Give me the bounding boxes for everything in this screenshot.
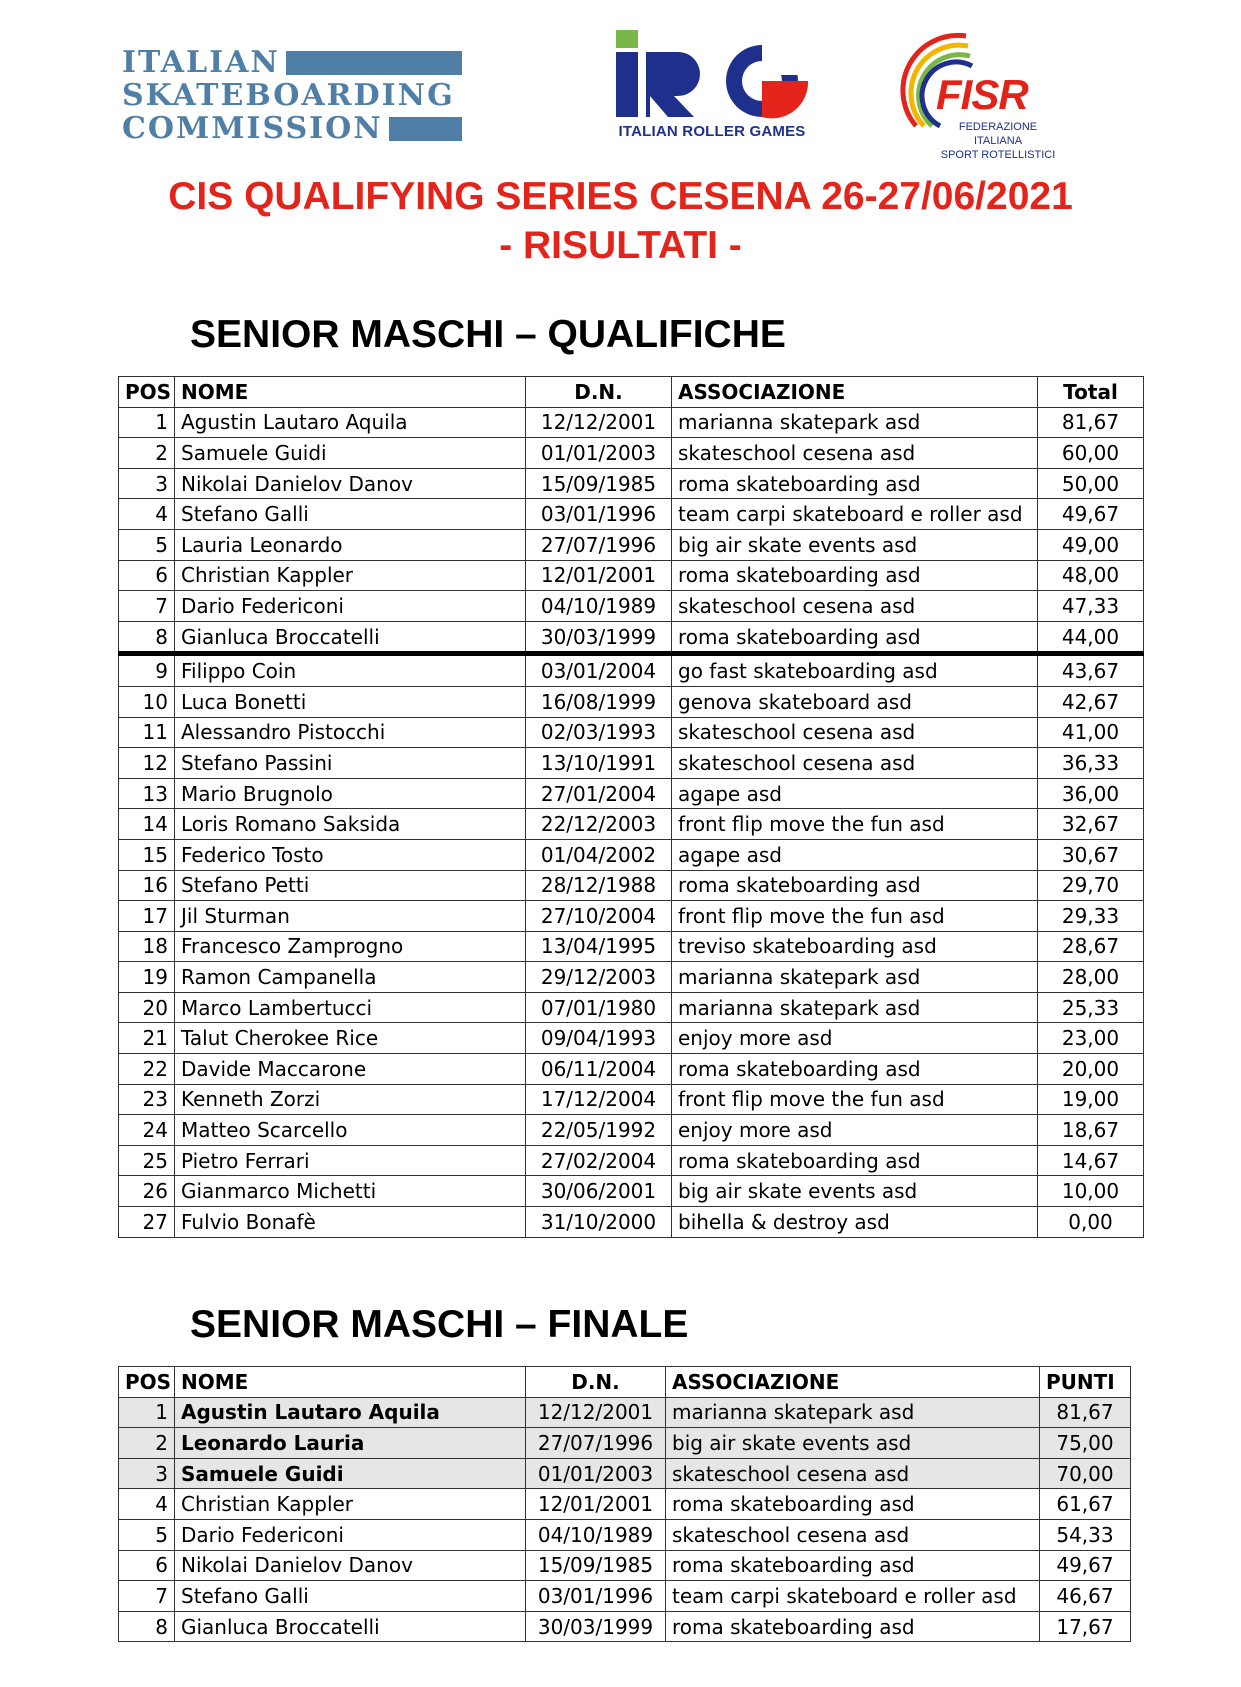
cell-associazione: front flip move the fun asd [672,1084,1038,1115]
table-row [119,560,1144,591]
table-row [119,591,1144,622]
table-row [119,1084,1144,1115]
table-row [119,901,1144,932]
table-row [119,468,1144,499]
cell-nome: Mario Brugnolo [175,778,526,809]
cell-dn: 15/09/1985 [526,1550,666,1581]
cell-dn: 01/01/2003 [526,438,672,469]
cell-score: 49,00 [1038,529,1144,560]
cell-dn: 16/08/1999 [526,686,672,717]
cell-associazione: marianna skatepark asd [672,992,1038,1023]
cell-pos: 3 [119,468,175,499]
table-row [119,1145,1144,1176]
cell-nome: Kenneth Zorzi [175,1084,526,1115]
cell-associazione: agape asd [672,839,1038,870]
cell-score: 54,33 [1040,1519,1131,1550]
table-row [119,1207,1144,1238]
table-row [119,1611,1131,1642]
cell-associazione: enjoy more asd [672,1023,1038,1054]
cell-pos: 21 [119,1023,175,1054]
cell-score: 36,33 [1038,748,1144,779]
isc-logo-word: SKATEBOARDING [122,78,455,113]
cell-associazione: front flip move the fun asd [672,901,1038,932]
cell-nome: Luca Bonetti [175,686,526,717]
cell-dn: 12/01/2001 [526,1489,666,1520]
cell-pos: 5 [119,529,175,560]
qualifiche-table [118,376,1144,1238]
table-row [119,529,1144,560]
cell-score: 70,00 [1040,1458,1131,1489]
cell-pos: 1 [119,1397,175,1428]
irg-logo-mark [612,26,812,121]
cell-score: 44,00 [1038,621,1144,654]
cell-score: 47,33 [1038,591,1144,622]
cell-score: 20,00 [1038,1054,1144,1085]
cell-pos: 7 [119,591,175,622]
page-title: CIS QUALIFYING SERIES CESENA 26-27/06/2021 [168,175,1073,218]
cell-nome: Alessandro Pistocchi [175,717,526,748]
cell-pos: 2 [119,1428,175,1459]
table-row [119,1054,1144,1085]
cell-pos: 27 [119,1207,175,1238]
cell-pos: 23 [119,1084,175,1115]
isc-logo-word: COMMISSION [122,111,383,146]
table-row [119,992,1144,1023]
table-row [119,748,1144,779]
cell-score: 81,67 [1038,407,1144,438]
cell-nome: Federico Tosto [175,839,526,870]
table-row [119,809,1144,840]
cell-nome: Fulvio Bonafè [175,1207,526,1238]
cell-associazione: roma skateboarding asd [666,1611,1040,1642]
cell-associazione: big air skate events asd [672,1176,1038,1207]
cell-pos: 4 [119,499,175,530]
cell-pos: 24 [119,1115,175,1146]
irg-letter-i [616,52,638,117]
cell-associazione: genova skateboard asd [672,686,1038,717]
table-row [119,621,1144,654]
cell-dn: 29/12/2003 [526,962,672,993]
cell-associazione: skateschool cesena asd [672,438,1038,469]
cell-score: 28,00 [1038,962,1144,993]
cell-pos: 1 [119,407,175,438]
cell-associazione: skateschool cesena asd [666,1458,1040,1489]
cell-pos: 3 [119,1458,175,1489]
cell-nome: Leonardo Lauria [175,1428,526,1459]
column-header-dn: D.N. [526,1367,666,1398]
cell-nome: Nikolai Danielov Danov [175,1550,526,1581]
cell-associazione: marianna skatepark asd [672,407,1038,438]
cell-dn: 22/05/1992 [526,1115,672,1146]
cell-pos: 5 [119,1519,175,1550]
cell-associazione: roma skateboarding asd [672,621,1038,654]
finale-heading: SENIOR MASCHI – FINALE [190,1303,689,1346]
cell-nome: Marco Lambertucci [175,992,526,1023]
cell-dn: 15/09/1985 [526,468,672,499]
cell-associazione: big air skate events asd [666,1428,1040,1459]
column-header-pos: POS [119,377,175,408]
cell-nome: Lauria Leonardo [175,529,526,560]
cell-dn: 09/04/1993 [526,1023,672,1054]
cell-pos: 10 [119,686,175,717]
column-header-total: Total [1038,377,1144,408]
table-row [119,1023,1144,1054]
irg-green-block [616,30,638,48]
cell-nome: Francesco Zamprogno [175,931,526,962]
table-row [119,931,1144,962]
fisr-logo-subtitle-line: FEDERAZIONE ITALIANA [958,121,1038,147]
cell-dn: 01/04/2002 [526,839,672,870]
cell-nome: Dario Federiconi [175,591,526,622]
table-row [119,1428,1131,1459]
cell-dn: 07/01/1980 [526,992,672,1023]
cell-associazione: skateschool cesena asd [672,591,1038,622]
fisr-logo-subtitle [938,120,1058,162]
cell-dn: 12/12/2001 [526,407,672,438]
cell-pos: 16 [119,870,175,901]
cell-nome: Dario Federiconi [175,1519,526,1550]
cell-nome: Nikolai Danielov Danov [175,468,526,499]
cell-dn: 02/03/1993 [526,717,672,748]
cell-score: 60,00 [1038,438,1144,469]
cell-associazione: roma skateboarding asd [672,1054,1038,1085]
cell-pos: 11 [119,717,175,748]
cell-pos: 8 [119,1611,175,1642]
cell-nome: Davide Maccarone [175,1054,526,1085]
table-row [119,1115,1144,1146]
cell-pos: 6 [119,1550,175,1581]
table-row [119,499,1144,530]
table-row [119,407,1144,438]
qualifiche-table-body [119,407,1144,1237]
qualifiche-heading: SENIOR MASCHI – QUALIFICHE [190,313,786,356]
cell-score: 32,67 [1038,809,1144,840]
cell-pos: 4 [119,1489,175,1520]
cell-nome: Filippo Coin [175,654,526,687]
cell-dn: 17/12/2004 [526,1084,672,1115]
finale-table [118,1366,1131,1642]
irg-logo-caption: ITALIAN ROLLER GAMES [618,123,806,140]
cell-associazione: roma skateboarding asd [672,1145,1038,1176]
isc-logo-line-2 [122,79,462,112]
cell-associazione: roma skateboarding asd [672,560,1038,591]
cell-nome: Stefano Galli [175,1581,526,1612]
cell-pos: 15 [119,839,175,870]
cell-pos: 13 [119,778,175,809]
cell-nome: Matteo Scarcello [175,1115,526,1146]
cell-nome: Agustin Lautaro Aquila [175,407,526,438]
cell-nome: Samuele Guidi [175,1458,526,1489]
table-row [119,1489,1131,1520]
cell-score: 30,67 [1038,839,1144,870]
cell-dn: 31/10/2000 [526,1207,672,1238]
irg-red-wedge [762,81,808,118]
cell-dn: 04/10/1989 [526,1519,666,1550]
cell-pos: 7 [119,1581,175,1612]
cell-score: 61,67 [1040,1489,1131,1520]
cell-pos: 14 [119,809,175,840]
isc-logo-line-3 [122,112,462,145]
column-header-associazione: ASSOCIAZIONE [666,1367,1040,1398]
table-row [119,654,1144,687]
cell-score: 29,33 [1038,901,1144,932]
column-header-nome: NOME [175,1367,526,1398]
cell-nome: Stefano Passini [175,748,526,779]
column-header-pos: POS [119,1367,175,1398]
cell-score: 42,67 [1038,686,1144,717]
cell-nome: Agustin Lautaro Aquila [175,1397,526,1428]
cell-associazione: treviso skateboarding asd [672,931,1038,962]
cell-associazione: marianna skatepark asd [672,962,1038,993]
table-row [119,1397,1131,1428]
cell-associazione: skateschool cesena asd [672,717,1038,748]
cell-score: 23,00 [1038,1023,1144,1054]
cell-score: 29,70 [1038,870,1144,901]
cell-score: 36,00 [1038,778,1144,809]
cell-associazione: team carpi skateboard e roller asd [666,1581,1040,1612]
cell-dn: 27/07/1996 [526,1428,666,1459]
cell-associazione: agape asd [672,778,1038,809]
cell-nome: Stefano Galli [175,499,526,530]
table-row [119,778,1144,809]
table-header-row [119,1367,1131,1398]
cell-pos: 18 [119,931,175,962]
cell-associazione: bihella & destroy asd [672,1207,1038,1238]
isc-logo-word: ITALIAN [122,45,280,80]
cell-dn: 03/01/1996 [526,499,672,530]
cell-associazione: roma skateboarding asd [666,1550,1040,1581]
cell-score: 41,00 [1038,717,1144,748]
cell-dn: 27/02/2004 [526,1145,672,1176]
cell-pos: 19 [119,962,175,993]
isc-logo [122,46,462,146]
cell-associazione: skateschool cesena asd [672,748,1038,779]
cell-nome: Jil Sturman [175,901,526,932]
cell-nome: Gianluca Broccatelli [175,1611,526,1642]
cell-score: 50,00 [1038,468,1144,499]
cell-score: 28,67 [1038,931,1144,962]
cell-score: 81,67 [1040,1397,1131,1428]
cell-associazione: go fast skateboarding asd [672,654,1038,687]
cell-nome: Pietro Ferrari [175,1145,526,1176]
cell-associazione: roma skateboarding asd [672,870,1038,901]
irg-letter-r [646,52,700,117]
cell-score: 17,67 [1040,1611,1131,1642]
cell-score: 46,67 [1040,1581,1131,1612]
irg-logo [612,26,812,146]
cell-dn: 30/03/1999 [526,621,672,654]
cell-pos: 8 [119,621,175,654]
cell-score: 18,67 [1038,1115,1144,1146]
cell-dn: 27/01/2004 [526,778,672,809]
cell-dn: 12/12/2001 [526,1397,666,1428]
cell-nome: Christian Kappler [175,560,526,591]
cell-score: 43,67 [1038,654,1144,687]
table-row [119,962,1144,993]
table-row [119,438,1144,469]
fisr-logo-subtitle-line: SPORT ROTELLISTICI [940,149,1056,161]
cell-pos: 6 [119,560,175,591]
cell-pos: 2 [119,438,175,469]
cell-dn: 06/11/2004 [526,1054,672,1085]
table-row [119,717,1144,748]
cell-associazione: roma skateboarding asd [666,1489,1040,1520]
cell-score: 75,00 [1040,1428,1131,1459]
cell-dn: 01/01/2003 [526,1458,666,1489]
cell-nome: Christian Kappler [175,1489,526,1520]
table-row [119,1519,1131,1550]
table-row [119,1458,1131,1489]
cell-nome: Stefano Petti [175,870,526,901]
isc-logo-line-1 [122,46,462,79]
cell-dn: 30/06/2001 [526,1176,672,1207]
cell-dn: 03/01/2004 [526,654,672,687]
cell-pos: 20 [119,992,175,1023]
page-subtitle: - RISULTATI - [499,224,742,267]
cell-dn: 04/10/1989 [526,591,672,622]
table-row [119,870,1144,901]
table-header-row [119,377,1144,408]
cell-dn: 13/04/1995 [526,931,672,962]
cell-dn: 28/12/1988 [526,870,672,901]
cell-nome: Loris Romano Saksida [175,809,526,840]
cell-associazione: enjoy more asd [672,1115,1038,1146]
cell-pos: 17 [119,901,175,932]
cell-dn: 22/12/2003 [526,809,672,840]
cell-score: 49,67 [1038,499,1144,530]
column-header-dn: D.N. [526,377,672,408]
cell-dn: 30/03/1999 [526,1611,666,1642]
finale-table-body [119,1397,1131,1642]
table-row [119,839,1144,870]
cell-score: 49,67 [1040,1550,1131,1581]
cell-dn: 27/07/1996 [526,529,672,560]
cell-associazione: big air skate events asd [672,529,1038,560]
cell-dn: 27/10/2004 [526,901,672,932]
cell-associazione: front flip move the fun asd [672,809,1038,840]
cell-pos: 25 [119,1145,175,1176]
table-row [119,1581,1131,1612]
cell-associazione: marianna skatepark asd [666,1397,1040,1428]
fisr-logo [896,26,1056,161]
cell-nome: Samuele Guidi [175,438,526,469]
isc-logo-bar [286,51,462,75]
isc-logo-bar [389,117,462,141]
cell-score: 10,00 [1038,1176,1144,1207]
cell-dn: 12/01/2001 [526,560,672,591]
cell-dn: 03/01/1996 [526,1581,666,1612]
cell-pos: 26 [119,1176,175,1207]
cell-pos: 12 [119,748,175,779]
cell-score: 48,00 [1038,560,1144,591]
cell-dn: 13/10/1991 [526,748,672,779]
fisr-logo-name: FISR [936,71,1028,118]
table-row [119,686,1144,717]
table-row [119,1550,1131,1581]
cell-associazione: team carpi skateboard e roller asd [672,499,1038,530]
cell-nome: Gianluca Broccatelli [175,621,526,654]
column-header-punti: PUNTI [1040,1367,1131,1398]
cell-score: 25,33 [1038,992,1144,1023]
cell-pos: 22 [119,1054,175,1085]
cell-nome: Gianmarco Michetti [175,1176,526,1207]
cell-score: 0,00 [1038,1207,1144,1238]
cell-associazione: roma skateboarding asd [672,468,1038,499]
table-row [119,1176,1144,1207]
cell-score: 14,67 [1038,1145,1144,1176]
cell-nome: Talut Cherokee Rice [175,1023,526,1054]
cell-score: 19,00 [1038,1084,1144,1115]
column-header-associazione: ASSOCIAZIONE [672,377,1038,408]
cell-nome: Ramon Campanella [175,962,526,993]
column-header-nome: NOME [175,377,526,408]
cell-associazione: skateschool cesena asd [666,1519,1040,1550]
cell-pos: 9 [119,654,175,687]
